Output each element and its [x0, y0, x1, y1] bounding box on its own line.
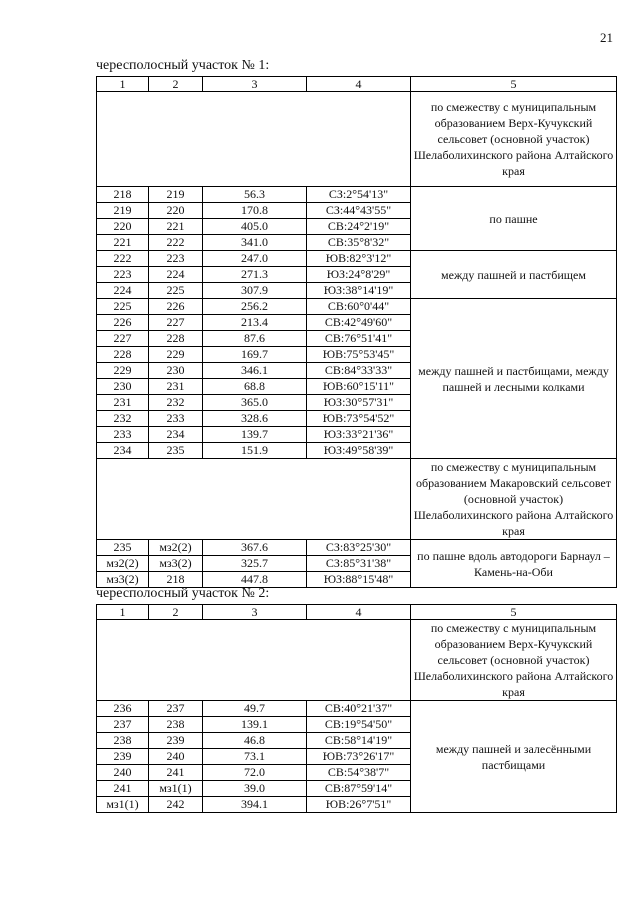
length-cell: 325.7: [203, 556, 307, 572]
header-cell: 1: [97, 605, 149, 620]
length-cell: 169.7: [203, 347, 307, 363]
header-cell: 3: [203, 77, 307, 92]
bearing-cell: СВ:54°38'7": [307, 765, 411, 781]
bearing-cell: ЮЗ:38°14'19": [307, 283, 411, 299]
length-cell: 256.2: [203, 299, 307, 315]
section-title: чересполосный участок № 1:: [96, 58, 270, 73]
from-point-cell: 221: [97, 235, 149, 251]
bearing-cell: ЮВ:26°7'51": [307, 797, 411, 813]
from-point-cell: 238: [97, 733, 149, 749]
bearing-cell: СВ:60°0'44": [307, 299, 411, 315]
from-point-cell: 236: [97, 701, 149, 717]
length-cell: 341.0: [203, 235, 307, 251]
from-point-cell: 224: [97, 283, 149, 299]
from-point-cell: 233: [97, 427, 149, 443]
table-row: [97, 187, 617, 203]
to-point-cell: 227: [149, 315, 203, 331]
table-header-row: [97, 77, 617, 92]
to-point-cell: мз3(2): [149, 556, 203, 572]
from-point-cell: 228: [97, 347, 149, 363]
from-point-cell: 219: [97, 203, 149, 219]
to-point-cell: 226: [149, 299, 203, 315]
length-cell: 405.0: [203, 219, 307, 235]
from-point-cell: 234: [97, 443, 149, 459]
bearing-cell: ЮВ:82°3'12": [307, 251, 411, 267]
bearing-cell: ЮЗ:30°57'31": [307, 395, 411, 411]
from-point-cell: 220: [97, 219, 149, 235]
from-point-cell: 241: [97, 781, 149, 797]
length-cell: 394.1: [203, 797, 307, 813]
boundary-table-2: [96, 604, 617, 813]
bearing-cell: СВ:84°33'33": [307, 363, 411, 379]
bearing-cell: ЮВ:75°53'45": [307, 347, 411, 363]
from-point-cell: 227: [97, 331, 149, 347]
empty-cell: [97, 459, 411, 540]
bearing-cell: ЮЗ:49°58'39": [307, 443, 411, 459]
table-row: [97, 701, 617, 717]
length-cell: 49.7: [203, 701, 307, 717]
to-point-cell: 232: [149, 395, 203, 411]
to-point-cell: 241: [149, 765, 203, 781]
to-point-cell: 221: [149, 219, 203, 235]
from-point-cell: мз2(2): [97, 556, 149, 572]
boundary-table-1: [96, 76, 617, 588]
bearing-cell: ЮЗ:88°15'48": [307, 572, 411, 588]
from-point-cell: 222: [97, 251, 149, 267]
to-point-cell: 224: [149, 267, 203, 283]
from-point-cell: 218: [97, 187, 149, 203]
to-point-cell: 225: [149, 283, 203, 299]
from-point-cell: мз3(2): [97, 572, 149, 588]
table-row: [97, 251, 617, 267]
empty-cell: [97, 92, 411, 187]
boundary-description: между пашней и пастбищем: [411, 251, 617, 299]
length-cell: 367.6: [203, 540, 307, 556]
bearing-cell: СЗ:44°43'55": [307, 203, 411, 219]
length-cell: 72.0: [203, 765, 307, 781]
boundary-description: по пашне вдоль автодороги Барнаул – Камень-на-Оби: [411, 540, 617, 588]
to-point-cell: 230: [149, 363, 203, 379]
length-cell: 307.9: [203, 283, 307, 299]
header-cell: 2: [149, 77, 203, 92]
table-row: [97, 540, 617, 556]
bearing-cell: СВ:58°14'19": [307, 733, 411, 749]
boundary-description: между пашней и залесёнными пастбищами: [411, 701, 617, 813]
bearing-cell: СВ:40°21'37": [307, 701, 411, 717]
to-point-cell: 237: [149, 701, 203, 717]
to-point-cell: 239: [149, 733, 203, 749]
adjacency-note-row: [97, 620, 617, 701]
bearing-cell: ЮВ:73°54'52": [307, 411, 411, 427]
table-row: [97, 299, 617, 315]
length-cell: 271.3: [203, 267, 307, 283]
to-point-cell: 222: [149, 235, 203, 251]
bearing-cell: СВ:42°49'60": [307, 315, 411, 331]
header-cell: 4: [307, 77, 411, 92]
to-point-cell: 223: [149, 251, 203, 267]
length-cell: 346.1: [203, 363, 307, 379]
to-point-cell: 229: [149, 347, 203, 363]
to-point-cell: 219: [149, 187, 203, 203]
bearing-cell: СЗ:83°25'30": [307, 540, 411, 556]
boundary-description: между пашней и пастбищами, между пашней и лесными колками: [411, 299, 617, 459]
to-point-cell: 231: [149, 379, 203, 395]
bearing-cell: СВ:24°2'19": [307, 219, 411, 235]
adjacency-note: по смежеству с муниципальным образованием Верх-Кучукский сельсовет (основной участок) Шелаболихинского района Алтайского края: [411, 620, 617, 701]
to-point-cell: 220: [149, 203, 203, 219]
bearing-cell: ЮВ:73°26'17": [307, 749, 411, 765]
adjacency-note: по смежеству с муниципальным образованием Макаровский сельсовет (основной участок) Шелаболихинского района Алтайского края: [411, 459, 617, 540]
length-cell: 139.1: [203, 717, 307, 733]
from-point-cell: 225: [97, 299, 149, 315]
from-point-cell: 239: [97, 749, 149, 765]
from-point-cell: 226: [97, 315, 149, 331]
from-point-cell: 223: [97, 267, 149, 283]
bearing-cell: СВ:35°8'32": [307, 235, 411, 251]
from-point-cell: 235: [97, 540, 149, 556]
to-point-cell: 233: [149, 411, 203, 427]
length-cell: 247.0: [203, 251, 307, 267]
page-number: 21: [600, 30, 613, 45]
bearing-cell: СВ:76°51'41": [307, 331, 411, 347]
bearing-cell: СВ:87°59'14": [307, 781, 411, 797]
bearing-cell: ЮВ:60°15'11": [307, 379, 411, 395]
length-cell: 213.4: [203, 315, 307, 331]
to-point-cell: 234: [149, 427, 203, 443]
empty-cell: [97, 620, 411, 701]
from-point-cell: 237: [97, 717, 149, 733]
length-cell: 39.0: [203, 781, 307, 797]
table-header-row: [97, 605, 617, 620]
from-point-cell: 231: [97, 395, 149, 411]
length-cell: 87.6: [203, 331, 307, 347]
to-point-cell: мз2(2): [149, 540, 203, 556]
length-cell: 68.8: [203, 379, 307, 395]
adjacency-note-row: [97, 459, 617, 540]
length-cell: 447.8: [203, 572, 307, 588]
to-point-cell: 235: [149, 443, 203, 459]
bearing-cell: СЗ:2°54'13": [307, 187, 411, 203]
length-cell: 151.9: [203, 443, 307, 459]
to-point-cell: 240: [149, 749, 203, 765]
from-point-cell: 230: [97, 379, 149, 395]
length-cell: 46.8: [203, 733, 307, 749]
length-cell: 328.6: [203, 411, 307, 427]
boundary-description: по пашне: [411, 187, 617, 251]
header-cell: 4: [307, 605, 411, 620]
from-point-cell: мз1(1): [97, 797, 149, 813]
header-cell: 2: [149, 605, 203, 620]
bearing-cell: ЮЗ:33°21'36": [307, 427, 411, 443]
to-point-cell: 228: [149, 331, 203, 347]
length-cell: 73.1: [203, 749, 307, 765]
bearing-cell: СВ:19°54'50": [307, 717, 411, 733]
adjacency-note-row: [97, 92, 617, 187]
to-point-cell: 242: [149, 797, 203, 813]
adjacency-note: по смежеству с муниципальным образованием Верх-Кучукский сельсовет (основной участок) Шелаболихинского района Алтайского края: [411, 92, 617, 187]
length-cell: 56.3: [203, 187, 307, 203]
length-cell: 139.7: [203, 427, 307, 443]
header-cell: 5: [411, 77, 617, 92]
section-title: чересполосный участок № 2:: [96, 586, 270, 601]
to-point-cell: 238: [149, 717, 203, 733]
bearing-cell: СЗ:85°31'38": [307, 556, 411, 572]
bearing-cell: ЮЗ:24°8'29": [307, 267, 411, 283]
header-cell: 5: [411, 605, 617, 620]
length-cell: 170.8: [203, 203, 307, 219]
length-cell: 365.0: [203, 395, 307, 411]
from-point-cell: 240: [97, 765, 149, 781]
from-point-cell: 229: [97, 363, 149, 379]
to-point-cell: мз1(1): [149, 781, 203, 797]
to-point-cell: 218: [149, 572, 203, 588]
header-cell: 1: [97, 77, 149, 92]
header-cell: 3: [203, 605, 307, 620]
from-point-cell: 232: [97, 411, 149, 427]
